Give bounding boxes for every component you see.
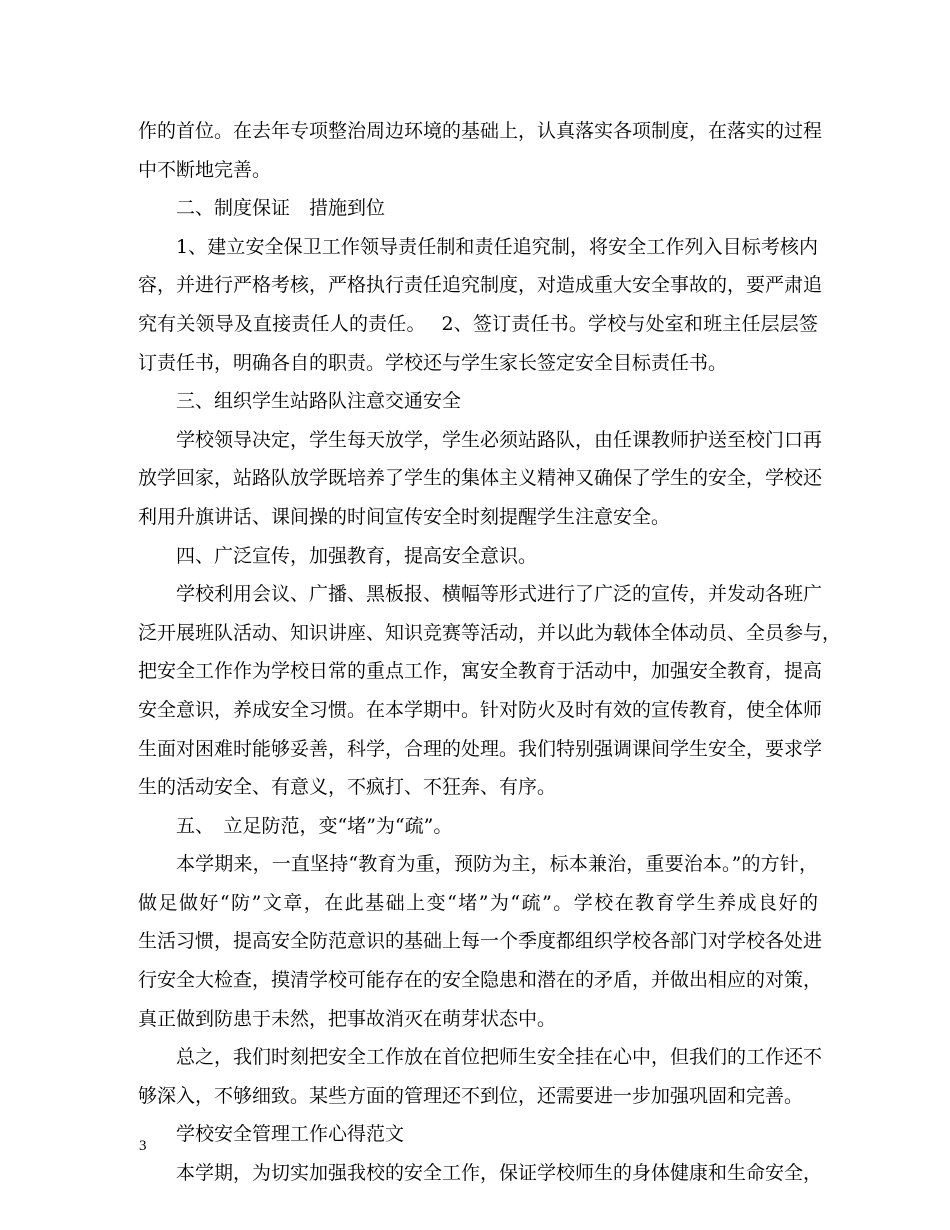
text-line: 五、 立足防范，变“堵”为“疏”。 [176,814,453,837]
text-line: 究有关领导及直接责任人的责任。 2、签订责任书。学校与处室和班主任层层签 [138,312,818,335]
text-line: 生活习惯，提高安全防范意识的基础上每一个季度都组织学校各部门对学校各处进 [138,930,823,953]
text-line: 作的首位。在去年专项整治周边环境的基础上，认真落实各项制度，在落实的过程 [138,120,823,142]
text-line: 本学期，为切实加强我校的安全工作，保证学校师生的身体健康和生命安全， [176,1162,823,1185]
text-line: 利用升旗讲话、课间操的时间宣传安全时刻提醒学生注意安全。 [138,505,671,528]
text-line: 1、建立安全保卫工作领导责任制和责任追究制，将安全工作列入目标考核内 [176,235,818,258]
page-number: 3 [139,1138,147,1154]
text-line: 安全意识，养成安全习惯。在本学期中。针对防火及时有效的宣传教育，使全体师 [138,698,823,721]
text-line: 够深入，不够细致。某些方面的管理还不到位，还需要进一步加强巩固和完善。 [138,1084,804,1107]
body-text [138,112,842,1193]
text-line: 总之，我们时刻把安全工作放在首位把师生安全挂在心中，但我们的工作还不 [176,1046,823,1069]
text-line: 做足做好“防”文章，在此基础上变“堵”为“疏”。学校在教育学生养成良好的 [138,891,818,914]
text-line: 行安全大检查，摸清学校可能存在的安全隐患和潜在的矛盾，并做出相应的对策， [138,969,823,992]
text-line: 真正做到防患于未然，把事故消灭在萌芽状态中。 [138,1007,557,1030]
text-line: 容，并进行严格考核，严格执行责任追究制度，对造成重大安全事故的，要严肃追 [138,274,823,297]
text-line: 学校安全管理工作心得范文 [176,1123,405,1146]
text-line: 把安全工作作为学校日常的重点工作，寓安全教育于活动中，加强安全教育，提高 [138,660,823,683]
text-line: 本学期来，一直坚持“教育为重，预防为主，标本兼治，重要治本。”的方针， [176,853,818,876]
text-line: 生面对困难时能够妥善，科学，合理的处理。我们特别强调课间学生安全，要求学 [138,737,823,760]
text-line: 学校领导决定，学生每天放学，学生必须站路队，由任课教师护送至校门口再 [176,428,823,451]
text-line: 泛开展班队活动、知识讲座、知识竞赛等活动，并以此为载体全体动员、全员参与， [138,621,842,644]
text-line: 放学回家，站路队放学既培养了学生的集体主义精神又确保了学生的安全，学校还 [138,467,823,490]
text-line: 四、广泛宣传，加强教育，提高安全意识。 [176,544,538,567]
text-line: 中不断地完善。 [138,158,272,181]
text-line: 二、制度保证 措施到位 [176,197,386,220]
text-line: 三、组织学生站路队注意交通安全 [176,390,462,413]
text-line: 学校利用会议、广播、黑板报、横幅等形式进行了广泛的宣传，并发动各班广 [176,583,823,606]
text-line: 生的活动安全、有意义，不疯打、不狂奔、有序。 [138,776,557,799]
text-line: 订责任书，明确各自的职责。学校还与学生家长签定安全目标责任书。 [138,351,728,374]
